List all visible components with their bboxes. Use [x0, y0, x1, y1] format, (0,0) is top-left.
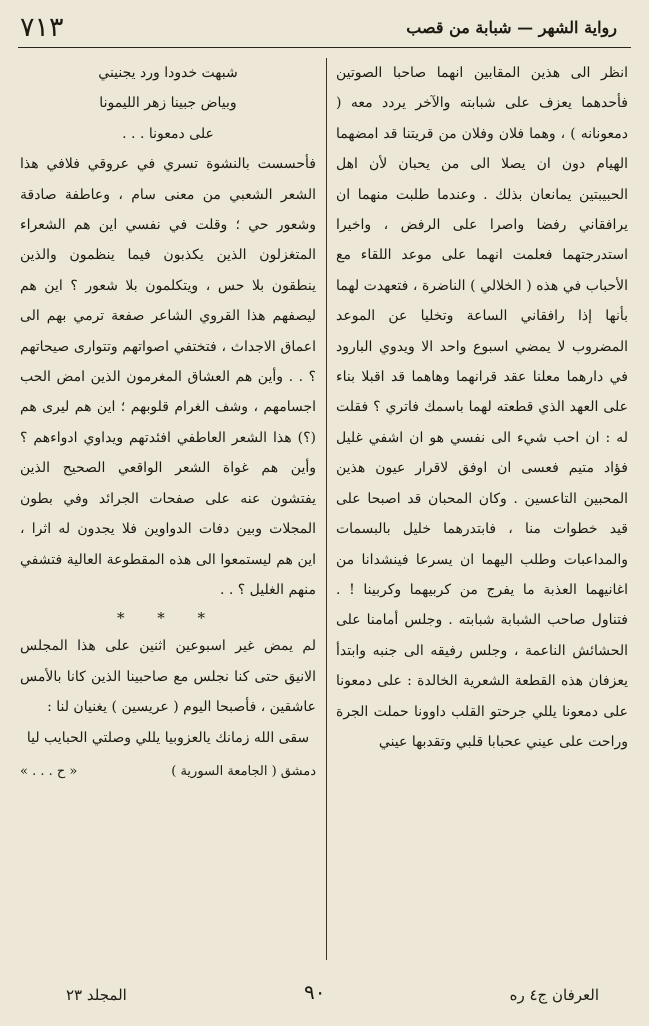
footer-page-number: ٩٠	[304, 980, 326, 1004]
signature-place: دمشق ( الجامعة السورية )	[171, 763, 316, 779]
header-rule	[18, 47, 631, 48]
poem-stanza	[20, 58, 316, 149]
section-stars: * * *	[116, 609, 220, 628]
stanza-line: وبياض جبينا زهر الليمونا	[99, 95, 237, 112]
page-number: ٧١٣	[20, 12, 64, 43]
footer-magazine: العرفان ج٤ ره	[509, 986, 599, 1004]
closing-paragraph: لم يمض غير اسبوعين اثنين على هذا المجلس الانيق حتى كنا نجلس مع صاحبينا الذين كانا بالأمس عاشقين ، فأصبحا اليوم ( عريسين ) يغنيان لنا :	[20, 638, 316, 716]
page-header	[14, 12, 635, 46]
column-divider	[326, 58, 327, 960]
signature-initials: « ح . . . »	[20, 763, 78, 779]
running-title: رواية الشهر — شبابة من قصب	[406, 18, 617, 37]
left-column	[20, 58, 316, 958]
stanza-refrain: على دمعونا . . .	[122, 125, 214, 142]
footer-volume: المجلد ٢٣	[66, 986, 127, 1004]
right-column-text: انظر الى هذين المقابين انهما صاحبا الصوتين فأحدهما يعزف على شبابته والآخر يردد معه ( دمعونانه ) ، وهما فلان وفلان من قريتنا قد امضهما الهيام دون ان يصلا الى من يحبان لأن اهل الحبيبتين يمانعان بذلك . وعندما طلبت منهما ان يرافقاني رفضا واصرا على الرفض ، واخيرا استدرجتهما فعلمت انهما على موعد اللقاء مع الأحباب في هذه ( الخلالي ) الناضرة ، فتعهدت لهما بأنها إذا رافقاني الساعة وتخليا عن الموعد المضروب لا يمضي اسبوع واحد الا ويدوي البارود في دارهما معلنا عقد قرانهما وهاهما قد اقبلا بناء على العهد الذي قطعته لهما باسمك فاتري ؟ فقلت له : ان احب شيء الى نفسي هو ان اشفي غليل فؤاد متيم فعسى ان اوفق لاقرار عيون هذين المحبين التاعسين . وكان المحبان قد اصبحا على قيد خطوات منا ، فابتدرهما خليل بالبسمات والمداعبات وطلب اليهما ان يسرعا فينشدانا من اغانيهما العذبة ما يفرج من كربيهما وكربينا ! . فتناول صاحب الشبابة شبابته . وجلس أمامنا على الحشائش الناعمة ، وجلس رفيقه الى جنبه وابتدأ يعزفان هذه القطعة الشعرية الخالدة : على دمعونا على دمعونا يللي جرحتو القلب داوونا حملت الجرة وراحت على عيني عحبابا قلبي وتقدبها عيني	[336, 65, 628, 750]
page-footer	[14, 982, 635, 1012]
signature	[20, 757, 316, 787]
stanza-line: شبهت خدودا ورد يجنيني	[98, 65, 238, 81]
right-column	[336, 58, 628, 978]
song-line: سقى الله زمانك يالعزوبيا يللي وصلتي الحبايب ليا	[26, 729, 310, 746]
left-column-body: فأحسست بالنشوة تسري في عروقي فلافي هذا الشعر الشعبي من معنى سام ، وعاطفة صادقة وشعور حي ؛ وقلت في نفسي اين هم الشعراء المتغزلون الذين يكذبون فيما ينظمون والذين ينطقون بلا حس ، ويتكلمون بلا شعور ؟ اين هم ليصفهم هذا القروي الشاعر صفعة ترمي بهم الى اعماق الاجداث ، فتختفي اصواتهم وتتوارى صيحاتهم ؟ . . وأين هم العشاق المغرمون الذين امض الحب اجسامهم ، وشف الغرام قلوبهم ؛ اين هم ليرى هم (؟) هذا الشعر العاطفي افئدتهم ويداوي ادواءهم ؟ وأين هم غواة الشعر الواقعي الصحيح الذين يفتشون عنه على صفحات الجرائد وفي بطون المجلات وبين دفات الدواوين فلا يجدون له اثرا ، اين هم ليستمعوا الى هذه المقطوعة العالية فتشفي منهم الغليل ؟ . .	[20, 156, 316, 598]
